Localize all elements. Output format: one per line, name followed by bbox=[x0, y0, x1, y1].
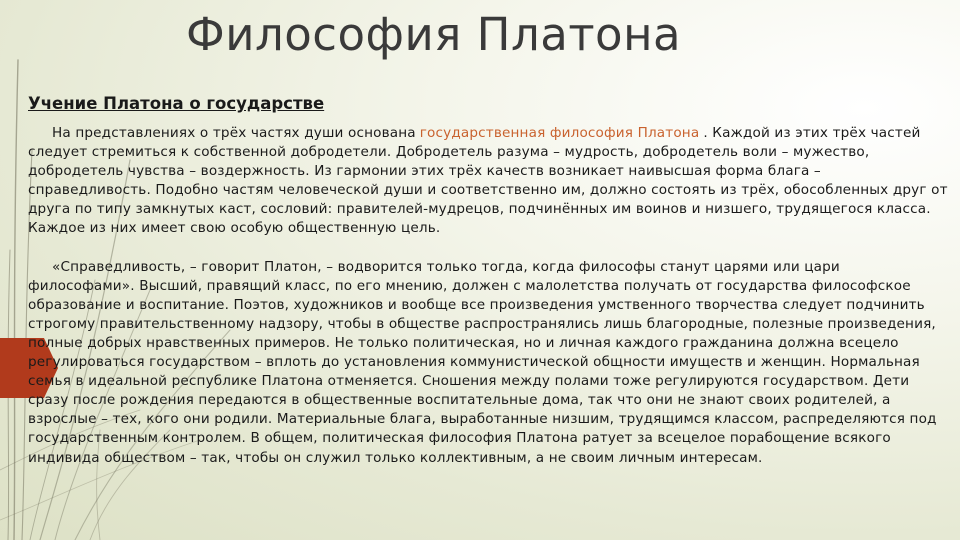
paragraph-text: На представлениях о трёх частях души основана bbox=[52, 125, 416, 141]
paragraph: «Справедливость, – говорит Платон, – водворится только тогда, когда философы станут царями или цари философами». Высший, правящий класс, по его мнению, должен с малолетства получать от государства философское образование и воспитание. Поэтов, художников и вообще все произведения умственного творчества следует подчинить строгому правительственному надзору, чтобы в обществе распространялись лишь благородные, полезные произведения, полные добрых нравственных примеров. Не только политическая, но и личная каждого гражданина должна всецело регулироваться государством – вплоть до установления коммунистической общности имуществ и женщин. Нормальная семья в идеальной республике Платона отменяется. Сношения между полами тоже регулируются государством. Дети сразу после рождения передаются в общественные воспитательные дома, так что они не знают своих родителей, а взрослые – тех, кого они родили. Материальные блага, выработанные низшим, трудящимся классом, распределяются под государственным контролем. В общем, политическая философия Платона ратует за всецелое порабощение всякого индивида обществом – так, чтобы он служил только коллективным, а не своим личным интересам. bbox=[28, 258, 937, 466]
section-heading: Учение Платона о государстве bbox=[28, 94, 325, 113]
state-philosophy-link[interactable]: государственная философия Платона bbox=[419, 125, 700, 141]
paragraph-text: . Каждой из этих трёх частей следует стремиться к собственной добродетели. Добродетель разума – мудрость, добродетель воли – мужество, добродетель чувства – воздержность. Из гармонии этих трёх качеств возникает наивысшая форма блага – справедливость. Подобно частям человеческой души и соответственно им, должно состоять из трёх, обособленных друг от друга по типу замкнутых каст, сословий: правителей-мудрецов, подчинённых им воинов и низшего, трудящегося класса. Каждое из них имеет свою особую общественную цель. bbox=[28, 125, 948, 237]
slide-title: Философия Платона bbox=[186, 8, 682, 61]
grass-blade bbox=[14, 60, 18, 540]
paragraph bbox=[28, 124, 948, 239]
body-text bbox=[28, 124, 948, 468]
